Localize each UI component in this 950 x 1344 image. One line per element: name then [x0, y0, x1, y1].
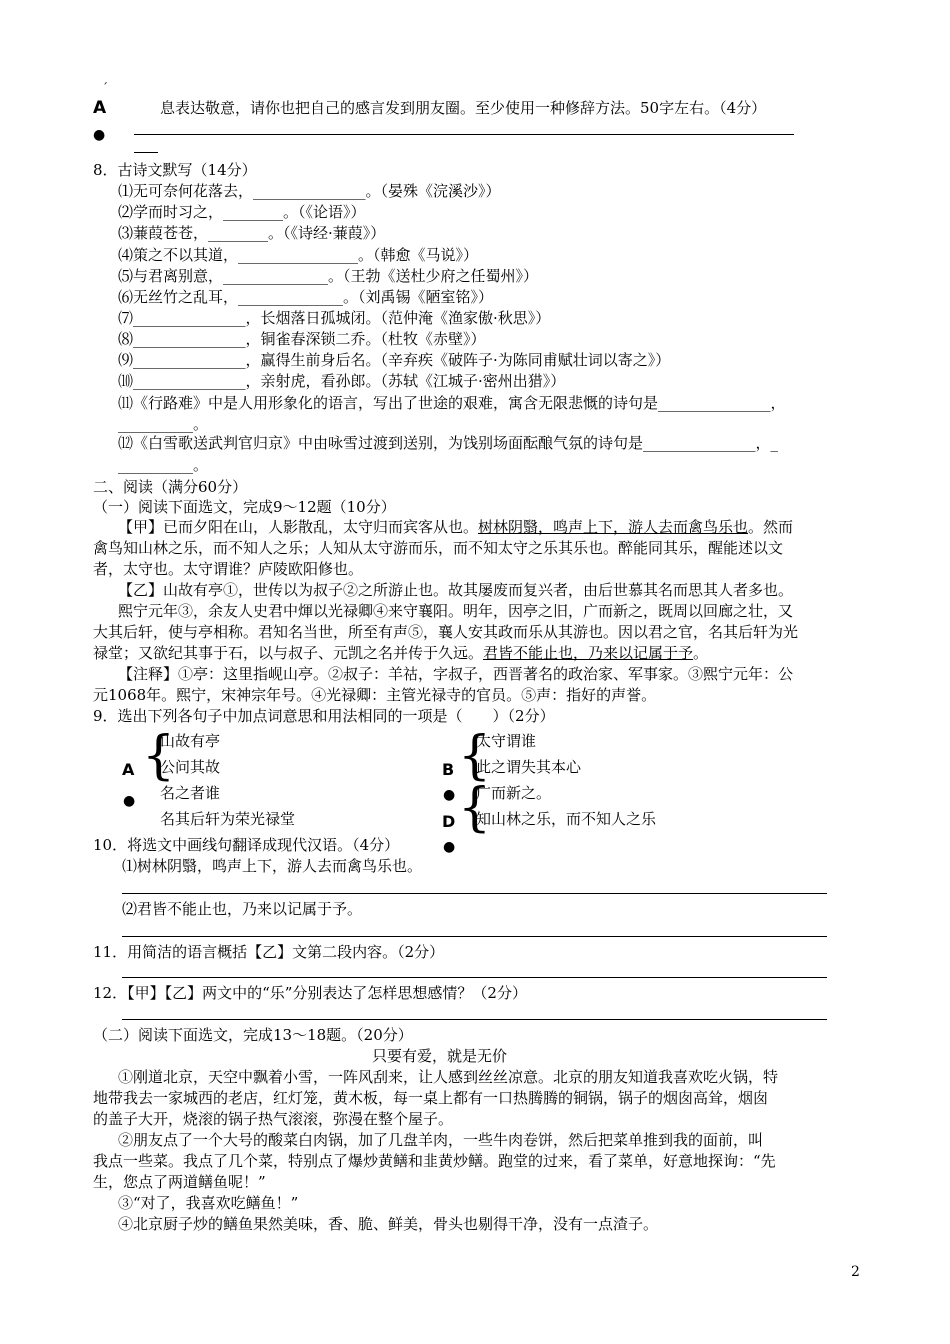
yi-text: 禄堂；又欲纪其事于石，以与叔子、元凯之名并传于久远。 [93, 644, 484, 662]
q10-stem: 10．将选文中画线句翻译成现代汉语。（4分） [93, 836, 400, 854]
article-paragraph-line: ④北京厨子炒的鳝鱼果然美味，香、脆、鲜美，骨头也剔得干净，没有一点渣子。 [118, 1215, 659, 1233]
q8-title: 8．古诗文默写（14分） [93, 161, 257, 179]
jia-text-tail: 。然而 [748, 518, 794, 536]
q8-item: __________。 [118, 456, 209, 474]
q10-sentence-1: ⑴树林阴翳，鸣声上下，游人去而禽鸟乐也。 [122, 857, 423, 875]
q9-option-a-label[interactable]: A [122, 760, 135, 779]
q9-option-b-item: 太守谓谁 [476, 732, 537, 750]
q8-item: ⑼_______________，赢得生前身后名。（辛弃疾《破阵子·为陈同甫赋壮词以寄之》） [118, 351, 671, 369]
article-paragraph-line: 地带我去一家城西的老店，红灯笼，黄木板，每一桌上都有一口热腾腾的铜锅，锅子的烟囱高耸，烟囱 [93, 1089, 769, 1107]
article-title: 只要有爱，就是无价 [372, 1047, 508, 1065]
q8-item: ⑶蒹葭苍苍，________。（《诗经·蒹葭》） [118, 224, 386, 242]
q8-item: ⑿《白雪歌送武判官归京》中由咏雪过渡到送别，为饯别场面酝酿气氛的诗句是_______________，_ [118, 434, 779, 452]
q9-option-c-item: 名其后轩为荣光禄堂 [160, 810, 296, 828]
q8-item: __________。 [118, 415, 209, 433]
notes-line: 元1068年。熙宁，宋神宗年号。④光禄卿：主管光禄寺的官员。⑤声：指好的声誉。 [93, 686, 657, 704]
q12-answer-line [122, 1019, 827, 1020]
q9-option-d-label[interactable]: D [442, 812, 456, 831]
article-paragraph-line: 生，您点了两道鳝鱼呢！” [93, 1173, 266, 1191]
q9-option-b-brace: { [458, 726, 492, 786]
q9-stem: 9．选出下列各句子中加点词意思和用法相同的一项是（ ）（2分） [93, 707, 555, 725]
q10-sentence-2: ⑵君皆不能止也，乃来以记属于予。 [122, 900, 363, 918]
q9-option-b-label[interactable]: B [442, 760, 455, 779]
article-paragraph-line: ②朋友点了一个大号的酸菜白肉锅，加了几盘羊肉，一些牛肉卷饼，然后把菜单推到我的面前，叫 [118, 1131, 764, 1149]
q9-option-d-item: 知山林之乐，而不知人之乐 [476, 810, 657, 828]
q8-item: ⑷策之不以其道，________________。（韩愈《马说》） [118, 246, 479, 264]
q9-option-a-brace: { [142, 726, 176, 786]
q12-stem: 12．【甲】【乙】两文中的“乐”分别表达了怎样思想感情？（2分） [93, 984, 527, 1002]
q7-answer-line-2 [134, 152, 158, 153]
page-number: 2 [851, 1264, 860, 1280]
passage-yi-line [93, 643, 708, 663]
yi-underlined-sentence: 君皆不能止也，乃来以记属于予 [483, 644, 694, 662]
q9-option-c-item: 名之者谁 [160, 784, 221, 802]
q8-item: ⑸与君离别意，______________。（王勃《送杜少府之任蜀州》） [118, 267, 539, 285]
article-paragraph-line: 的盖子大开，烧滚的锅子热气滚滚，弥漫在整个屋子。 [93, 1110, 454, 1128]
q8-item: ⑽_______________，亲射虎，看孙郎。（苏轼《江城子·密州出猎》） [118, 372, 566, 390]
q9-option-d-dot: ● [443, 839, 456, 855]
q7-marker-dot: ● [93, 127, 106, 143]
q9-option-d-item: 广而新之。 [476, 784, 552, 802]
q10-answer-line-1 [122, 893, 827, 894]
passage-yi-line: 熙宁元年③，余友人史君中煇以光禄卿④来守襄阳。明年，因亭之旧，广而新之，既周以回廊之壮，又 [118, 602, 794, 620]
passage-jia-line: 禽鸟知山林之乐，而不知人之乐；人知从太守游而乐，而不知太守之乐其乐也。醉能同其乐，醒能述以文 [93, 539, 784, 557]
q9-option-a-item: 公问其故 [160, 758, 221, 776]
part1-title: （一）阅读下面选文，完成9～12题（10分） [93, 498, 396, 516]
q8-item: ⑹无丝竹之乱耳，______________。（刘禹锡《陋室铭》） [118, 288, 494, 306]
corner-mark: ˊ [102, 81, 108, 95]
q11-answer-line [122, 977, 827, 978]
q7-answer-line [134, 134, 794, 135]
section-title: 二、阅读（满分60分） [93, 478, 248, 496]
passage-jia-line [118, 517, 793, 537]
part2-title: （二）阅读下面选文，完成13～18题。（20分） [93, 1026, 413, 1044]
q11-stem: 11．用简洁的语言概括【乙】文第二段内容。（2分） [93, 943, 445, 961]
article-paragraph-line: ③“对了，我喜欢吃鳝鱼！” [118, 1194, 299, 1212]
q10-answer-line-2 [122, 936, 827, 937]
passage-yi-line: 【乙】山故有亭①，世传以为叔子②之所游止也。故其屡废而复兴者，由后世慕其名而思其人者多也。 [118, 581, 794, 599]
q9-option-b-item: 此之谓失其本心 [476, 758, 582, 776]
q9-option-d-brace: { [458, 778, 492, 838]
passage-yi-line: 大其后轩，使与亭相称。君知名当世，所至有声⑤，襄人安其政而乐从其游也。因以君之官，名其后轩为光 [93, 623, 799, 641]
q8-item: ⑴无可奈何花落去，_______________。（晏殊《浣溪沙》） [118, 182, 501, 200]
passage-jia-line: 者，太守也。太守谓谁？庐陵欧阳修也。 [93, 560, 364, 578]
article-paragraph-line: ①刚道北京，天空中飘着小雪，一阵风刮来，让人感到丝丝凉意。北京的朋友知道我喜欢吃火锅，特 [118, 1068, 779, 1086]
q9-option-a-item: 山故有亭 [160, 732, 221, 750]
q8-item: ⑵学而时习之，________。（《论语》） [118, 203, 366, 221]
q9-option-b-dot: ● [443, 787, 456, 803]
q8-item: ⑾《行路难》中是人用形象化的语言，写出了世途的艰难，寓含无限悲慨的诗句是_______________， [118, 394, 786, 412]
jia-underlined-sentence: 树林阴翳，鸣声上下，游人去而禽鸟乐也 [478, 518, 749, 536]
article-paragraph-line: 我点一些菜。我点了几个菜，特别点了爆炒黄鳝和韭黄炒鳝。跑堂的过来，看了菜单，好意地探询：“先 [93, 1152, 776, 1170]
yi-text-tail: 。 [693, 644, 709, 662]
q8-item: ⑻_______________，铜雀春深锁二乔。（杜牧《赤壁》） [118, 330, 486, 348]
q7-text: 息表达敬意，请你也把自己的感言发到朋友圈。至少使用一种修辞方法。50字左右。（4分） [160, 99, 767, 117]
q7-marker: A [93, 98, 107, 118]
notes-line: 【注释】①亭：这里指岘山亭。②叔子：羊祜，字叔子，西晋著名的政治家、军事家。③熙宁元年：公 [118, 665, 794, 683]
q8-item: ⑺_______________，长烟落日孤城闭。（范仲淹《渔家傲·秋思》） [118, 309, 551, 327]
q9-option-a-dot: ● [123, 793, 136, 809]
jia-text: 【甲】已而夕阳在山，人影散乱，太守归而宾客从也。 [118, 518, 479, 536]
